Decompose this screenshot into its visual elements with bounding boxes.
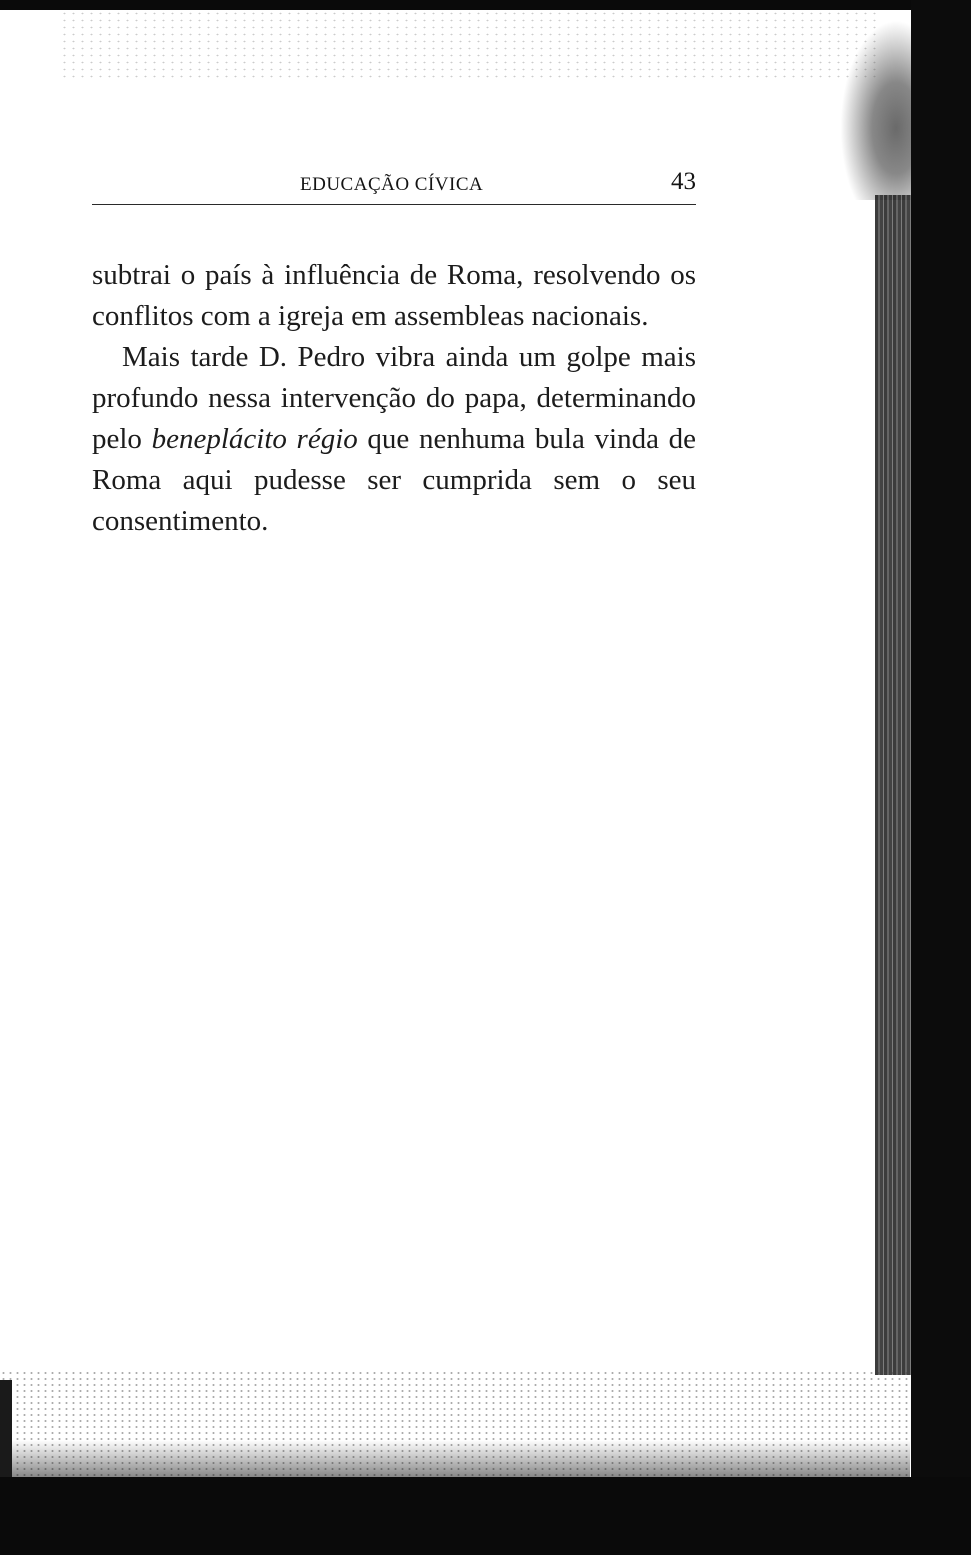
scan-edge-bottom	[0, 1477, 971, 1555]
scan-edge-right	[911, 0, 971, 1555]
page-number: 43	[671, 168, 696, 195]
scan-edge-top	[0, 0, 971, 10]
scan-noise-top	[60, 10, 880, 80]
paragraph-2-text-before: Mais tarde D. Pedro vibra ainda um golpe mais profundo nessa intervenção do papa, determinando pelo	[92, 341, 696, 455]
paragraph-1: subtrai o país à influência de Roma, resolvendo os conflitos com a igreja em assembleas nacionais.	[92, 259, 696, 332]
running-head	[92, 160, 696, 205]
scan-shadow-bottom	[0, 1440, 910, 1480]
running-title: EDUCAÇÃO CÍVICA	[300, 174, 484, 195]
scan-book-spine	[875, 195, 915, 1375]
paragraph-2-text-after: que nenhuma bula vinda de Roma aqui pudesse ser cumprida sem o seu consentimento.	[92, 423, 696, 537]
paragraph-2	[92, 337, 696, 542]
book-page	[92, 160, 696, 542]
body-text	[92, 255, 696, 542]
paragraph-2-emphasis: beneplácito régio	[151, 423, 358, 455]
scan-edge-left	[0, 1380, 12, 1480]
scan-spine-shadow	[840, 20, 920, 200]
